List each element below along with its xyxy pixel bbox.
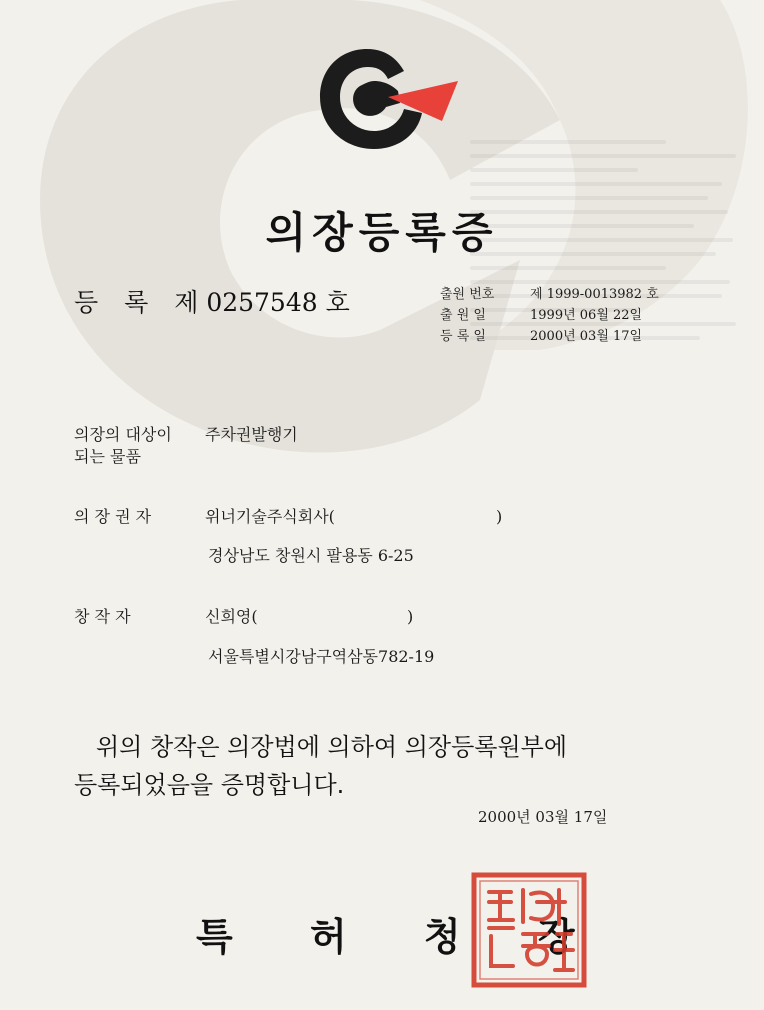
creator-address: 서울특별시강남구역삼동782-19 [208,647,435,666]
application-date-value: 1999년 06월 22일 [530,308,643,323]
application-date-label: 출 원 일 [440,308,486,323]
design-subject-label [74,424,172,468]
issue-date: 2000년 03월 17일 [478,808,608,826]
application-number-row [440,284,710,305]
design-subject-value: 주차권발행기 [205,425,298,444]
kipo-emblem-icon [312,45,462,160]
official-seal-stamp [471,872,587,988]
right-holder-address: 경상남도 창원시 팔용동 6-25 [208,546,414,565]
application-number-value: 제 1999-0013982 호 [530,287,659,302]
registration-date-label: 등 록 일 [440,329,486,344]
right-holder-name: 위너기술주식회사( [205,507,335,526]
statement-line1: 위의 창작은 의장법에 의하여 의장등록원부에 [96,733,568,761]
design-subject-label-line2: 되는 물품 [74,447,141,466]
registration-suffix: 호 [325,288,350,317]
registration-label: 등 록 제 [74,288,199,317]
registration-number [74,283,350,319]
certification-statement [74,728,567,804]
creator-name: 신희영( [205,607,258,626]
right-holder-label: 의 장 권 자 [74,507,152,526]
right-holder-close-paren: ) [496,507,503,526]
registration-number-value: 0257548 [206,288,318,317]
application-number-label: 출원 번호 [440,287,495,302]
registration-date-row [440,326,710,347]
issuer-name: 특 허 청 장 [196,915,577,959]
creator-label: 창 작 자 [74,607,131,626]
statement-line2: 등록되었음을 증명합니다. [74,771,345,799]
application-date-row [440,305,710,326]
application-info [440,284,710,347]
creator-close-paren: ) [407,607,414,626]
registration-date-value: 2000년 03월 17일 [530,329,643,344]
certificate-title: 의장등록증 [265,208,499,257]
design-subject-label-line1: 의장의 대상이 [74,425,172,444]
